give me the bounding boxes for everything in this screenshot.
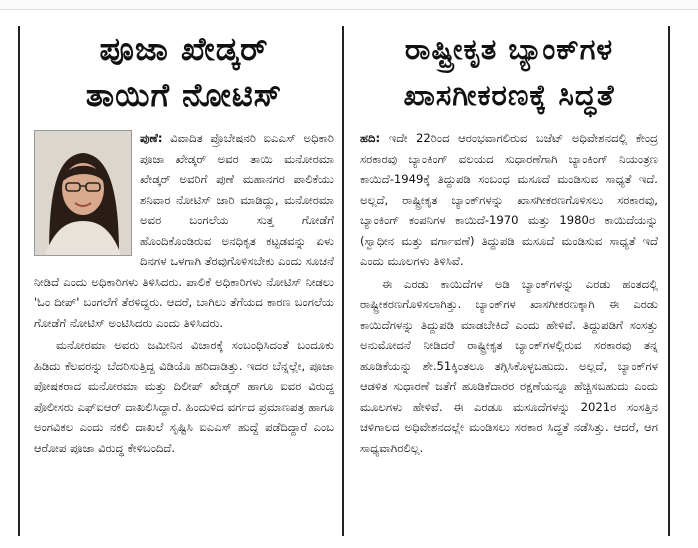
column-divider bbox=[342, 26, 344, 536]
right-headline bbox=[360, 26, 658, 118]
right-article-body bbox=[360, 128, 658, 458]
left-paragraph-1-text: ವಿವಾದಿತ ಪ್ರೊಬೇಷನರಿ ಐಎಎಸ್ ಅಧಿಕಾರಿ ಪೂಜಾ ಖೇಡ್ಕರ್ ಅವರ ತಾಯಿ ಮನೋರಮಾ ಖೇಡ್ಕರ್ ಅವರಿಗೆ ಪುಣೆ ಮಹಾನಗರ ಪಾಲಿಕೆಯು ಶನಿವಾರ ನೋಟಿಸ್ ಜಾರಿ ಮಾಡಿದ್ದು, ಮನೋರಮಾ ಅವರ ಬಂಗಲೆಯ ಸುತ್ತ ಗೋಡೆಗೆ ಹೊಂದಿಕೊಂಡಿರುವ ಅನಧಿಕೃತ ಕಟ್ಟಡವನ್ನು ಏಳು ದಿನಗಳ ಒಳಗಾಗಿ ತೆರವುಗೊಳಿಸಬೇಕು ಎಂದು ಸೂಚನೆ ನೀಡಿದೆ ಎಂದು ಅಧಿಕಾರಿಗಳು ತಿಳಿಸಿದರು. ಪಾಲಿಕೆ ಅಧಿಕಾರಿಗಳು ನೋಟಿಸ್ ನೀಡಲು 'ಓಂ ದೀಪ್' ಬಂಗಲೆಗೆ ತೆರಳಿದ್ದರು. ಆದರೆ, ಬಾಗಿಲು ತೆಗೆಯದ ಕಾರಣ ಬಂಗಲೆಯ ಗೋಡೆಗೆ ನೋಟಿಸ್ ಅಂಟಿಸಿದರು ಎಂದು ತಿಳಿಸಿದರು. bbox=[34, 131, 335, 330]
right-dateline: ಹದಿ: bbox=[360, 131, 381, 145]
right-headline-line2: ಖಾಸಗೀಕರಣಕ್ಕೆ ಸಿದ್ಧತೆ bbox=[403, 78, 615, 112]
left-headline bbox=[34, 26, 334, 118]
previous-page-strip bbox=[0, 0, 698, 10]
left-article-body bbox=[34, 128, 334, 458]
right-border-rule bbox=[668, 26, 670, 536]
left-headline-line2: ತಾಯಿಗೆ ನೋಟಿಸ್ bbox=[85, 76, 283, 114]
left-headline-line1: ಪೂಜಾ ಖೇಡ್ಕರ್ bbox=[99, 30, 269, 68]
left-border-rule bbox=[18, 26, 20, 536]
right-article bbox=[360, 26, 658, 460]
right-paragraph-2: ಈ ಎರಡು ಕಾಯಿದೆಗಳ ಅಡಿ ಬ್ಯಾಂಕ್‌ಗಳನ್ನು ಎರಡು ಹಂತದಲ್ಲಿ ರಾಷ್ಟ್ರೀಕರಣಗೊಳಿಸಲಾಗಿತ್ತು. ಬ್ಯಾಂಕ್‌ಗಳ ಖಾಸಗೀಕರಣಕ್ಕಾಗಿ ಈ ಎರಡು ಕಾಯಿದೆಗಳನ್ನು ತಿದ್ದುಪಡಿ ಮಾಡಬೇಕಿದೆ ಎಂದು ಹೇಳಿವೆ. ತಿದ್ದುಪಡಿಗೆ ಸಂಸತ್ತು ಅನುಮೋದನೆ ನೀಡಿದರೆ ರಾಷ್ಟ್ರೀಕೃತ ಬ್ಯಾಂಕ್‌ಗಳಲ್ಲಿರುವ ಸರಕಾರವು ತನ್ನ ಹೂಡಿಕೆಯನ್ನು ಶೇ.51ಕ್ಕಿಂತಲೂ ತಗ್ಗಿಸಿಕೊಳ್ಳಬಹುದು. ಅಲ್ಲದೆ, ಬ್ಯಾಂಕ್‌ಗಳ ಆಡಳಿತ ಸುಧಾರಣೆ ಜತೆಗೆ ಹೂಡಿಕೆದಾರರ ರಕ್ಷಣೆಯನ್ನೂ ಹೆಚ್ಚಿಸಬಹುದು ಎಂದು ಮೂಲಗಳು ಹೇಳಿವೆ. ಈ ಎರಡೂ ಮಸೂದೆಗಳನ್ನು 2021ರ ಸಂಸತ್ತಿನ ಚಳಿಗಾಲದ ಅಧಿವೇಶನದಲ್ಲೇ ಮಂಡಿಸಲು ಸರಕಾರ ಸಿದ್ಧತೆ ನಡೆಸಿತ್ತು. ಆದರೆ, ಆಗ ಸಾಧ್ಯವಾಗಿರಲಿಲ್ಲ. bbox=[360, 276, 658, 455]
left-dateline: ಪುಣೆ: bbox=[140, 131, 163, 145]
right-headline-line1: ರಾಷ್ಟ್ರೀಕೃತ ಬ್ಯಾಂಕ್‌ಗಳ bbox=[404, 32, 614, 66]
left-article bbox=[34, 26, 334, 460]
portrait-photo bbox=[34, 130, 132, 256]
left-paragraph-1 bbox=[34, 128, 334, 333]
left-paragraph-2: ಮನೋರಮಾ ಅವರು ಜಮೀನಿನ ವಿಚಾರಕ್ಕೆ ಸಂಬಂಧಿಸಿದಂತೆ ಬಂದೂಕು ಹಿಡಿದು ಕೆಲವರನ್ನು ಬೆದರಿಸುತ್ತಿದ್ದ ವಿಡಿಯೊ ಹರಿದಾಡಿತ್ತು. ಇದರ ಬೆನ್ನಲ್ಲೇ, ಪೂಜಾ ಪೋಷಕರಾದ ಮನೋರಮಾ ಮತ್ತು ದಿಲೀಪ್ ಖೇಡ್ಕರ್ ಹಾಗೂ ಐವರ ವಿರುದ್ಧ ಪೊಲೀಸರು ಎಫ್‌ಐಆರ್ ದಾಖಲಿಸಿದ್ದಾರೆ. ಹಿಂದುಳಿದ ವರ್ಗದ ಪ್ರಮಾಣಪತ್ರ ಹಾಗೂ ಅಂಗವಿಕಲ ಎಂದು ನಕಲಿ ದಾಖಲೆ ಸೃಷ್ಟಿಸಿ ಐಎಎಸ್ ಹುದ್ದೆ ಪಡೆದಿದ್ದಾರೆ ಎಂಬ ಆರೋಪ ಪೂಜಾ ವಿರುದ್ಧ ಕೇಳಿಬಂದಿದೆ. bbox=[34, 338, 334, 455]
right-paragraph-1-text: ಇದೇ 22ರಿಂದ ಆರಂಭವಾಗಲಿರುವ ಬಜೆಟ್ ಅಧಿವೇಶನದಲ್ಲಿ ಕೇಂದ್ರ ಸರಕಾರವು ಬ್ಯಾಂಕಿಂಗ್ ವಲಯದ ಸುಧಾರಣೆಗಾಗಿ ಬ್ಯಾಂಕಿಂಗ್ ನಿಯಂತ್ರಣ ಕಾಯಿದೆ-1949ಕ್ಕೆ ತಿದ್ದುಪಡಿ ಸಂಬಂಧ ಮಸೂದೆ ಮಂಡಿಸುವ ಸಾಧ್ಯತೆ ಇದೆ. ಅಲ್ಲದೆ, ರಾಷ್ಟ್ರೀಕೃತ ಬ್ಯಾಂಕ್‌ಗಳನ್ನು ಖಾಸಗೀಕರಣಗೊಳಿಸಲು ಸರಕಾರವು, ಬ್ಯಾಂಕಿಂಗ್ ಕಂಪನಿಗಳ ಕಾಯಿದೆ-1970 ಮತ್ತು 1980ರ ಕಾಯಿದೆಯನ್ನು (ಸ್ವಾಧೀನ ಮತ್ತು ವರ್ಗಾವಣೆ) ತಿದ್ದುಪಡಿ ಮಸೂದೆ ಮಂಡಿಸುವ ಸಾಧ್ಯತೆ ಇದೆ ಎಂದು ಮೂಲಗಳು ತಿಳಿಸಿವೆ. bbox=[360, 131, 658, 268]
right-paragraph-1 bbox=[360, 128, 658, 272]
